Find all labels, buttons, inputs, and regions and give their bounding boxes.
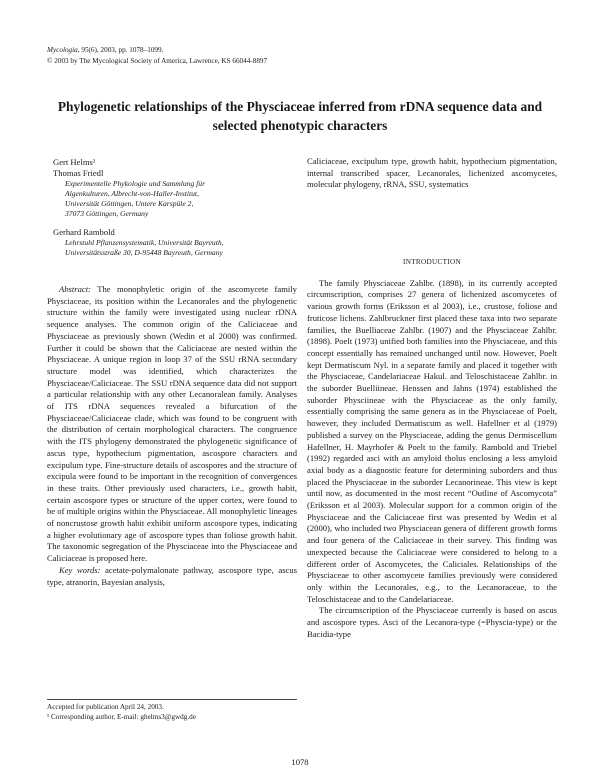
author-block bbox=[53, 157, 293, 258]
abstract-label: Abstract: bbox=[59, 284, 91, 294]
abstract bbox=[47, 284, 297, 565]
section-heading-introduction: INTRODUCTION bbox=[403, 258, 461, 266]
author-name: Thomas Friedl bbox=[53, 168, 104, 178]
author-name: Gert Helms¹ bbox=[53, 157, 96, 167]
paper-title: Phylogenetic relationships of the Physciaceae inferred from rDNA sequence data and selected phenotypic characters bbox=[57, 99, 543, 133]
abstract-text: The monophyletic origin of the ascomycete family Physciaceae, its position within the Lecanorales and the phylogenetic structure within the family were investigated using nuclear rDNA sequence analyses. The common origin of the Caliciaceae and Physciaceae as previously shown (Wedin et al 2000) was confirmed. Further it could be shown that the Caliciaceae are nested within the Physciaceae. A unique region in loop 37 of the SSU rRNA secondary structure model was identified, which characterizes the Physciaceae/Caliciaceae. The SSU rDNA sequence data did not support a particular relationship with any other Lecanoralean family. Analyses of ITS rDNA sequences revealed a bifurcation of the Physciaceae/Caliciaceae clade, which was found to be congruent with the distribution of certain morphological characters. The congruence with the ITS phylogeny demonstrated the phylogenetic significance of ascus type, hypothecium pigmentation, ascospore characters and excipulum type. Fine-structure details of ascospores and the structure of excipula were found to be important in the recognition of convergences in these traits. Other previously used characters, i.e., growth habit, certain ascospore types or structure of the upper cortex, were found to be of multiple origins within the Physciaceae. All monophyletic lineages of noncrustose growth habit exhibit uniform ascospore types, indicating a higher evolutionary age of ascospore types than foliose growth habit. The taxonomic segregation of the Physciaceae into the Physciaceae and Caliciaceae is proposed here. bbox=[47, 284, 297, 564]
affiliation-line: Experimentelle Phykologie und Sammlung für bbox=[65, 179, 206, 188]
journal-header bbox=[47, 45, 267, 67]
affiliation-line: Algenkulturen, Albrecht-von-Haller-Institut, bbox=[65, 189, 199, 198]
author-name: Gerhard Rambold bbox=[53, 227, 115, 237]
corresponding-author: ¹ Corresponding author. E-mail: ghelms3@gwdg.de bbox=[47, 713, 196, 721]
abstract-column bbox=[47, 284, 297, 588]
affiliation-line: Universität Göttingen, Untere Karspüle 2, bbox=[65, 199, 194, 208]
keywords-label: Key words: bbox=[59, 564, 101, 575]
page-number: 1078 bbox=[291, 757, 309, 767]
affiliation-line: Lehrstuhl Pflanzensystematik, Universität Bayreuth, bbox=[65, 238, 224, 247]
affiliation-line: Universitätsstraße 30, D-95448 Bayreuth, Germany bbox=[65, 248, 223, 257]
introduction-column bbox=[307, 257, 557, 641]
introduction-paragraph: The circumscription of the Physciaceae currently is based on ascus and ascospore types. Asci of the Lecanora-type (=Physcia-type) or the Bacidia-type bbox=[307, 605, 557, 639]
keywords-text: acetate-polymalonate pathway, ascospore type, ascus type, atranorin, Bayesian analysis, bbox=[47, 564, 297, 587]
affiliation-line: 37073 Göttingen, Germany bbox=[65, 209, 149, 218]
copyright-notice: © 2003 by The Mycological Society of America, Lawrence, KS 66044-8897 bbox=[47, 57, 268, 65]
keywords-continued bbox=[307, 156, 557, 191]
accepted-date: Accepted for publication April 24, 2003. bbox=[47, 703, 164, 711]
journal-name: Mycologia bbox=[47, 46, 78, 54]
keywords-text-continued: Caliciaceae, excipulum type, growth habit, hypothecium pigmentation, internal transcribed spacer, Lecanorales, lichenized ascomycetes, molecular phylogeny, rRNA, SSU, systematics bbox=[307, 156, 557, 190]
footnotes bbox=[47, 699, 297, 722]
introduction-paragraph: The family Physciaceae Zahlbr. (1898), in its currently accepted circumscription, comprises 27 genera of lichenized ascomycetes of various growth forms (Eriksson et al 2003), i.e., crustose, foliose and fruticose lichens. Zahlbruckner first placed these taxa into two separate families, the Buelliaceae Zahlbr. (1907) and the Physciaceae Zahlbr. (1898). Poelt (1973) unified both families into the Physciaceae, and this concept essentially has remained unchanged until now. However, Poelt kept Dermatiscum Nyl. in a separate family and placed it together with the Physciaceae, Candelariaceae Hakul. and Teloschistaceae Zahlbr. in the suborder Buelliineae. Henssen and Jahns (1974) established the suborder Physciineae with the Physciaceae as the only family, essentially comprising the same genera as in the Physciaceae of Poelt, however, they included Dermatiscum as well. Hafellner et al (1979) published a survey on the Physciaceae, adding the genus Dermiscellum Hafellner, H. Mayrhofer & Poelt to the family. Rambold and Triebel (1992) regarded asci with an amyloid tholus enclosing a less amyloid axial body as a diagnostic feature for determining suborders and thus placed the Physciaceae in the suborder Lecanorineae. This view is kept until now, as documented in the most recent “Outline of Ascomycota” (Eriksson et al 2003). Molecular support for a common origin of the Physciaceae and the Caliciaceae first was presented by Wedin et al (2000), who included two Physciacean genera of different growth forms and four genera of the Caliciaceae in their survey. This finding was unexpected because the Caliciaceae were considered to belong to a different order of Ascomycetes, the Caliciales. Relationships of the Physciaceae to other ascomycete families previously were considered only within the Lecanorales, e.g., to the Lecanoraceae, to the Teloschistaceae and to the Candelariaceae. bbox=[307, 277, 557, 604]
keywords bbox=[47, 565, 297, 588]
journal-citation: Mycologia, 95(6), 2003, pp. 1078–1099. bbox=[47, 46, 164, 54]
